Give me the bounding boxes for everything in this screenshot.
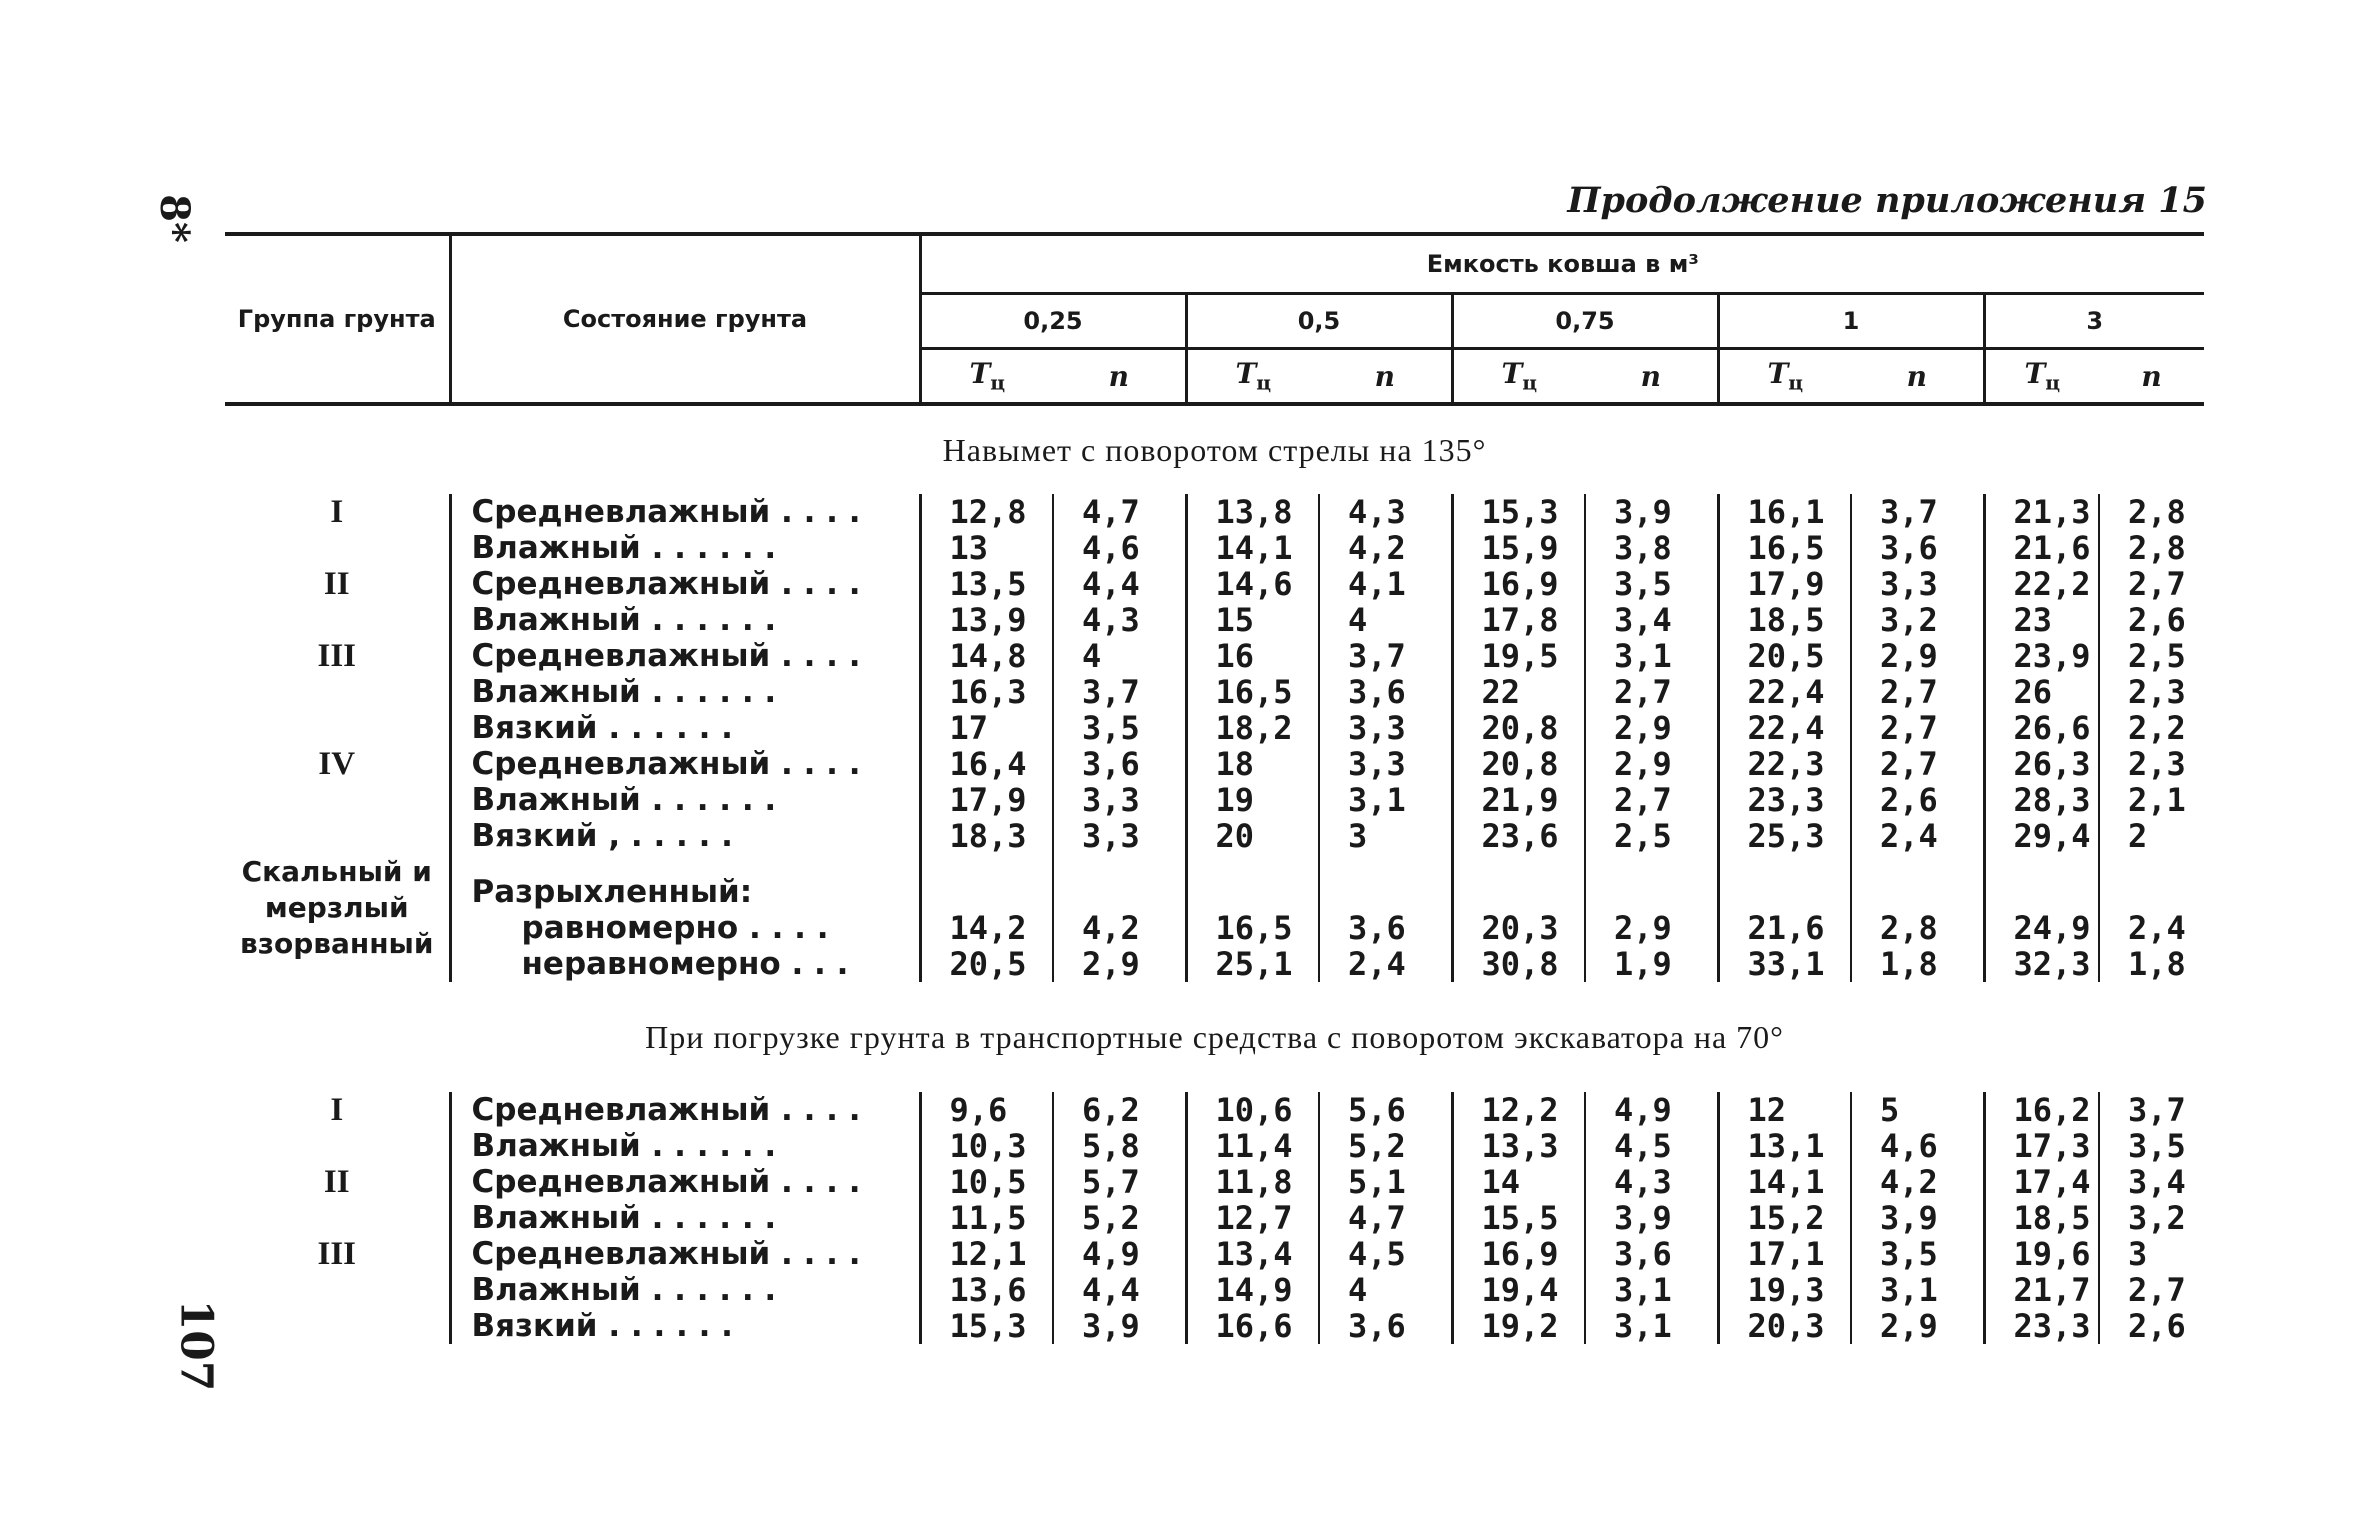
table-row: [225, 1164, 2204, 1200]
value-cell: 3,5: [1585, 566, 1718, 602]
value-cell: [1053, 854, 1186, 910]
value-cell: 12,1: [920, 1236, 1053, 1272]
value-cell: 22,2: [1984, 566, 2099, 602]
value-cell: 4,1: [1319, 566, 1452, 602]
value-cell: 12,2: [1452, 1092, 1585, 1128]
state-cell: Средневлажный . . . .: [450, 566, 920, 602]
value-cell: 28,3: [1984, 782, 2099, 818]
table-header: [225, 234, 2204, 404]
value-cell: 3,1: [1585, 1272, 1718, 1308]
value-cell: 2,5: [2099, 638, 2204, 674]
table-row: [225, 910, 2204, 946]
value-cell: 4,6: [1851, 1128, 1984, 1164]
subheader-n: n: [1374, 359, 1395, 393]
value-cell: 3,9: [1585, 494, 1718, 530]
group-cell: I: [330, 1092, 344, 1128]
page-mark: 8*: [150, 194, 198, 243]
value-cell: 13,8: [1186, 494, 1319, 530]
group-cell: [225, 602, 450, 638]
group-cell: III: [317, 1236, 357, 1272]
value-cell: 3,5: [1053, 710, 1186, 746]
state-cell: Средневлажный . . . .: [450, 746, 920, 782]
state-cell: Влажный . . . . . .: [450, 1272, 920, 1308]
value-cell: 29,4: [1984, 818, 2099, 854]
value-cell: 14,1: [1718, 1164, 1851, 1200]
value-cell: 21,6: [1984, 530, 2099, 566]
value-cell: 13,4: [1186, 1236, 1319, 1272]
value-cell: 22,4: [1718, 674, 1851, 710]
value-cell: 14,1: [1186, 530, 1319, 566]
value-cell: 32,3: [1984, 946, 2099, 982]
section-title: При погрузке грунта в транспортные средства с поворотом экскаватора на 70°: [645, 1018, 1784, 1055]
value-cell: 4,3: [1319, 494, 1452, 530]
value-cell: 2,2: [2099, 710, 2204, 746]
value-cell: 21,7: [1984, 1272, 2099, 1308]
value-cell: 15,5: [1452, 1200, 1585, 1236]
section-title-row: [225, 982, 2204, 1092]
value-cell: 11,8: [1186, 1164, 1319, 1200]
value-cell: [1984, 854, 2099, 910]
table-row: [225, 566, 2204, 602]
table-body: [225, 404, 2204, 1344]
value-cell: 3,6: [1585, 1236, 1718, 1272]
value-cell: 4,7: [1319, 1200, 1452, 1236]
section-title: Навымет с поворотом стрелы на 135°: [942, 431, 1487, 468]
group-cell: [225, 818, 450, 854]
value-cell: 2,6: [1851, 782, 1984, 818]
value-cell: 2,6: [2099, 1308, 2204, 1344]
subheader-t: $T_ц$: [1718, 349, 1851, 405]
value-cell: 3,4: [1585, 602, 1718, 638]
value-cell: 5,1: [1319, 1164, 1452, 1200]
table-row: [225, 854, 2204, 910]
value-cell: 13,3: [1452, 1128, 1585, 1164]
value-cell: [1319, 854, 1452, 910]
value-cell: 2,8: [2099, 530, 2204, 566]
value-cell: 15: [1186, 602, 1319, 638]
value-cell: 4,6: [1053, 530, 1186, 566]
excavator-cycle-table: [225, 232, 2204, 1344]
value-cell: 3,9: [1851, 1200, 1984, 1236]
value-cell: [920, 854, 1053, 910]
subheader-t-index: ц: [1522, 370, 1538, 395]
group-cell: Скальный и мерзлый взорванный: [239, 855, 434, 960]
value-cell: 3,3: [1851, 566, 1984, 602]
subheader-n: n: [1640, 359, 1661, 393]
value-cell: 6,2: [1053, 1092, 1186, 1128]
state-cell: Средневлажный . . . .: [450, 1092, 920, 1128]
group-cell: [225, 1128, 450, 1164]
value-cell: 18,3: [920, 818, 1053, 854]
value-cell: 16,5: [1186, 674, 1319, 710]
value-cell: 17,9: [920, 782, 1053, 818]
group-cell: [225, 1308, 450, 1344]
value-cell: 18,2: [1186, 710, 1319, 746]
table-row: [225, 530, 2204, 566]
value-cell: 22: [1452, 674, 1585, 710]
value-cell: 2,9: [1585, 910, 1718, 946]
value-cell: 12,8: [920, 494, 1053, 530]
value-cell: 2,9: [1851, 1308, 1984, 1344]
subheader-t: $T_ц$: [1452, 349, 1585, 405]
value-cell: 14,9: [1186, 1272, 1319, 1308]
value-cell: 16,4: [920, 746, 1053, 782]
value-cell: 4,3: [1053, 602, 1186, 638]
value-cell: 4,5: [1319, 1236, 1452, 1272]
value-cell: 19,5: [1452, 638, 1585, 674]
value-cell: 20,5: [1718, 638, 1851, 674]
value-cell: 3,4: [2099, 1164, 2204, 1200]
state-cell: Влажный . . . . . .: [450, 674, 920, 710]
value-cell: 3,5: [2099, 1128, 2204, 1164]
value-cell: [1186, 854, 1319, 910]
page-number: 107: [170, 1299, 222, 1392]
value-cell: 15,3: [1452, 494, 1585, 530]
value-cell: 14,2: [920, 910, 1053, 946]
table-row: [225, 1092, 2204, 1128]
value-cell: 3,7: [1053, 674, 1186, 710]
value-cell: [2099, 854, 2204, 910]
state-cell: Влажный . . . . . .: [450, 530, 920, 566]
value-cell: 2,7: [1585, 674, 1718, 710]
group-cell: [225, 1272, 450, 1308]
value-cell: 3,2: [2099, 1200, 2204, 1236]
value-cell: 3,2: [1851, 602, 1984, 638]
subheader-t-index: ц: [2045, 370, 2061, 395]
value-cell: 22,3: [1718, 746, 1851, 782]
value-cell: 5: [1851, 1092, 1984, 1128]
value-cell: 17,3: [1984, 1128, 2099, 1164]
value-cell: 2,8: [1851, 910, 1984, 946]
value-cell: 18: [1186, 746, 1319, 782]
table-row: [225, 1200, 2204, 1236]
volume-header: 0,75: [1452, 294, 1718, 349]
value-cell: 11,4: [1186, 1128, 1319, 1164]
value-cell: 5,8: [1053, 1128, 1186, 1164]
value-cell: 23: [1984, 602, 2099, 638]
value-cell: 4: [1319, 602, 1452, 638]
subheader-t: $T_ц$: [969, 357, 1006, 395]
value-cell: 20,8: [1452, 710, 1585, 746]
value-cell: 12,7: [1186, 1200, 1319, 1236]
value-cell: 3: [1319, 818, 1452, 854]
state-cell: Средневлажный . . . .: [450, 638, 920, 674]
value-cell: 24,9: [1984, 910, 2099, 946]
value-cell: 2,9: [1585, 710, 1718, 746]
value-cell: 19,6: [1984, 1236, 2099, 1272]
value-cell: 3,6: [1319, 1308, 1452, 1344]
value-cell: 16,5: [1186, 910, 1319, 946]
value-cell: 10,5: [920, 1164, 1053, 1200]
state-cell: Вязкий , . . . . .: [450, 818, 920, 854]
table-row: [225, 782, 2204, 818]
group-cell: [225, 782, 450, 818]
value-cell: 20,3: [1452, 910, 1585, 946]
value-cell: 23,3: [1718, 782, 1851, 818]
state-cell: Средневлажный . . . .: [450, 1236, 920, 1272]
value-cell: 17,4: [1984, 1164, 2099, 1200]
value-cell: 15,3: [920, 1308, 1053, 1344]
value-cell: 4,2: [1319, 530, 1452, 566]
value-cell: 2,9: [1053, 946, 1186, 982]
value-cell: 13,9: [920, 602, 1053, 638]
value-cell: 3,6: [1053, 746, 1186, 782]
value-cell: 1,8: [2099, 946, 2204, 982]
value-cell: 21,3: [1984, 494, 2099, 530]
value-cell: 3: [2099, 1236, 2204, 1272]
value-cell: 3,1: [1851, 1272, 1984, 1308]
value-cell: 30,8: [1452, 946, 1585, 982]
value-cell: 3,6: [1851, 530, 1984, 566]
value-cell: 16,5: [1718, 530, 1851, 566]
section-title-row: [225, 404, 2204, 494]
value-cell: 2,6: [2099, 602, 2204, 638]
value-cell: 14,8: [920, 638, 1053, 674]
value-cell: 4,2: [1053, 910, 1186, 946]
value-cell: 15,2: [1718, 1200, 1851, 1236]
value-cell: 2,9: [1851, 638, 1984, 674]
value-cell: 11,5: [920, 1200, 1053, 1236]
value-cell: 16,3: [920, 674, 1053, 710]
state-cell: Вязкий . . . . . .: [450, 1308, 920, 1344]
value-cell: 2,9: [1585, 746, 1718, 782]
value-cell: 16,1: [1718, 494, 1851, 530]
value-cell: 3,1: [1585, 1308, 1718, 1344]
value-cell: 20: [1186, 818, 1319, 854]
value-cell: 3,8: [1585, 530, 1718, 566]
value-cell: 3,6: [1319, 674, 1452, 710]
value-cell: 19: [1186, 782, 1319, 818]
value-cell: 1,9: [1585, 946, 1718, 982]
group-cell: [225, 530, 450, 566]
value-cell: 3,7: [1851, 494, 1984, 530]
value-cell: 2,3: [2099, 674, 2204, 710]
value-cell: 1,8: [1851, 946, 1984, 982]
volume-header: 0,25: [920, 294, 1186, 349]
group-cell: III: [317, 638, 357, 674]
value-cell: [1452, 854, 1585, 910]
value-cell: 21,9: [1452, 782, 1585, 818]
table-row: [225, 638, 2204, 674]
table-row: [225, 1128, 2204, 1164]
value-cell: 3,1: [1319, 782, 1452, 818]
value-cell: 3,7: [1319, 638, 1452, 674]
value-cell: 25,3: [1718, 818, 1851, 854]
value-cell: 19,3: [1718, 1272, 1851, 1308]
value-cell: 17,8: [1452, 602, 1585, 638]
table-row: [225, 1272, 2204, 1308]
value-cell: 2,7: [1851, 746, 1984, 782]
value-cell: 4,4: [1053, 566, 1186, 602]
value-cell: 23,9: [1984, 638, 2099, 674]
value-cell: 2,7: [1851, 710, 1984, 746]
subheader-n: n: [1108, 359, 1129, 393]
value-cell: 3,9: [1585, 1200, 1718, 1236]
value-cell: 3,7: [2099, 1092, 2204, 1128]
value-cell: 4,5: [1585, 1128, 1718, 1164]
value-cell: 5,2: [1319, 1128, 1452, 1164]
continuation-caption: Продолжение приложения 15: [1567, 180, 2207, 221]
group-cell: [225, 1200, 450, 1236]
value-cell: [1585, 854, 1718, 910]
value-cell: 3,3: [1319, 710, 1452, 746]
value-cell: [1851, 854, 1984, 910]
value-cell: 2,4: [1319, 946, 1452, 982]
value-cell: 2,7: [2099, 566, 2204, 602]
subheader-t: $T_ц$: [1186, 349, 1319, 405]
state-cell: Влажный . . . . . .: [450, 1200, 920, 1236]
value-cell: 33,1: [1718, 946, 1851, 982]
header-state: Состояние грунта: [450, 234, 920, 404]
value-cell: 3,3: [1319, 746, 1452, 782]
value-cell: 4,9: [1053, 1236, 1186, 1272]
value-cell: 12: [1718, 1092, 1851, 1128]
value-cell: 23,3: [1984, 1308, 2099, 1344]
table-row: [225, 710, 2204, 746]
value-cell: 17,1: [1718, 1236, 1851, 1272]
value-cell: 2,5: [1585, 818, 1718, 854]
state-cell: Средневлажный . . . .: [450, 494, 920, 530]
value-cell: 23,6: [1452, 818, 1585, 854]
value-cell: 14: [1452, 1164, 1585, 1200]
value-cell: 19,4: [1452, 1272, 1585, 1308]
state-cell: Влажный . . . . . .: [450, 602, 920, 638]
value-cell: 3,1: [1585, 638, 1718, 674]
value-cell: 9,6: [920, 1092, 1053, 1128]
group-cell: II: [323, 1164, 350, 1200]
state-cell: Средневлажный . . . .: [450, 1164, 920, 1200]
value-cell: 4: [1053, 638, 1186, 674]
value-cell: 20,5: [920, 946, 1053, 982]
state-cell: неравномерно . . .: [450, 946, 920, 982]
value-cell: 18,5: [1984, 1200, 2099, 1236]
table-row: [225, 494, 2204, 530]
subheader-n: n: [2141, 359, 2162, 393]
value-cell: 2,7: [1585, 782, 1718, 818]
table-row: [225, 746, 2204, 782]
value-cell: 2,4: [2099, 910, 2204, 946]
value-cell: 16,9: [1452, 1236, 1585, 1272]
value-cell: 13,5: [920, 566, 1053, 602]
value-cell: 14,6: [1186, 566, 1319, 602]
value-cell: 26,3: [1984, 746, 2099, 782]
group-cell: IV: [318, 746, 356, 782]
value-cell: 2: [2099, 818, 2204, 854]
header-group: Группа грунта: [237, 305, 436, 333]
value-cell: 3,9: [1053, 1308, 1186, 1344]
volume-header: 0,5: [1186, 294, 1452, 349]
value-cell: 15,9: [1452, 530, 1585, 566]
value-cell: 4,3: [1585, 1164, 1718, 1200]
value-cell: 2,1: [2099, 782, 2204, 818]
value-cell: 4,7: [1053, 494, 1186, 530]
volume-header: 3: [1984, 294, 2204, 349]
group-cell: I: [330, 494, 344, 530]
value-cell: 3,6: [1319, 910, 1452, 946]
state-cell: Вязкий . . . . . .: [450, 710, 920, 746]
table-row: [225, 818, 2204, 854]
subheader-t-index: ц: [1788, 370, 1804, 395]
value-cell: 17: [920, 710, 1053, 746]
group-cell: II: [323, 566, 350, 602]
value-cell: 20,8: [1452, 746, 1585, 782]
value-cell: 16: [1186, 638, 1319, 674]
value-cell: 18,5: [1718, 602, 1851, 638]
subheader-n: n: [1906, 359, 1927, 393]
value-cell: 2,3: [2099, 746, 2204, 782]
value-cell: 2,8: [2099, 494, 2204, 530]
value-cell: 17,9: [1718, 566, 1851, 602]
table-row: [225, 1236, 2204, 1272]
value-cell: 16,2: [1984, 1092, 2099, 1128]
value-cell: [1718, 854, 1851, 910]
volume-header: 1: [1718, 294, 1984, 349]
value-cell: 4,4: [1053, 1272, 1186, 1308]
subheader-t-index: ц: [990, 370, 1006, 395]
state-cell: Влажный . . . . . .: [450, 1128, 920, 1164]
value-cell: 4,9: [1585, 1092, 1718, 1128]
subheader-t: $T_ц$: [1984, 349, 2099, 405]
table-row: [225, 674, 2204, 710]
value-cell: 5,6: [1319, 1092, 1452, 1128]
value-cell: 3,3: [1053, 782, 1186, 818]
value-cell: 13,6: [920, 1272, 1053, 1308]
value-cell: 2,7: [1851, 674, 1984, 710]
value-cell: 10,3: [920, 1128, 1053, 1164]
value-cell: 2,4: [1851, 818, 1984, 854]
value-cell: 5,7: [1053, 1164, 1186, 1200]
state-cell: Влажный . . . . . .: [450, 782, 920, 818]
value-cell: 13,1: [1718, 1128, 1851, 1164]
value-cell: 16,6: [1186, 1308, 1319, 1344]
value-cell: 20,3: [1718, 1308, 1851, 1344]
value-cell: 10,6: [1186, 1092, 1319, 1128]
value-cell: 25,1: [1186, 946, 1319, 982]
value-cell: 4: [1319, 1272, 1452, 1308]
value-cell: 22,4: [1718, 710, 1851, 746]
value-cell: 13: [920, 530, 1053, 566]
group-cell: [225, 674, 450, 710]
state-cell: Разрыхленный:: [450, 854, 920, 910]
header-capacity: Емкость ковша в м³: [920, 234, 2204, 294]
table-row: [225, 1308, 2204, 1344]
value-cell: 2,7: [2099, 1272, 2204, 1308]
value-cell: 5,2: [1053, 1200, 1186, 1236]
value-cell: 3,5: [1851, 1236, 1984, 1272]
subheader-t-index: ц: [1256, 370, 1272, 395]
value-cell: 26,6: [1984, 710, 2099, 746]
value-cell: 26: [1984, 674, 2099, 710]
value-cell: 3,3: [1053, 818, 1186, 854]
state-cell: равномерно . . . .: [450, 910, 920, 946]
value-cell: 4,2: [1851, 1164, 1984, 1200]
table-row: [225, 602, 2204, 638]
value-cell: 21,6: [1718, 910, 1851, 946]
value-cell: 16,9: [1452, 566, 1585, 602]
value-cell: 19,2: [1452, 1308, 1585, 1344]
group-cell: [225, 710, 450, 746]
table-row: [225, 946, 2204, 982]
